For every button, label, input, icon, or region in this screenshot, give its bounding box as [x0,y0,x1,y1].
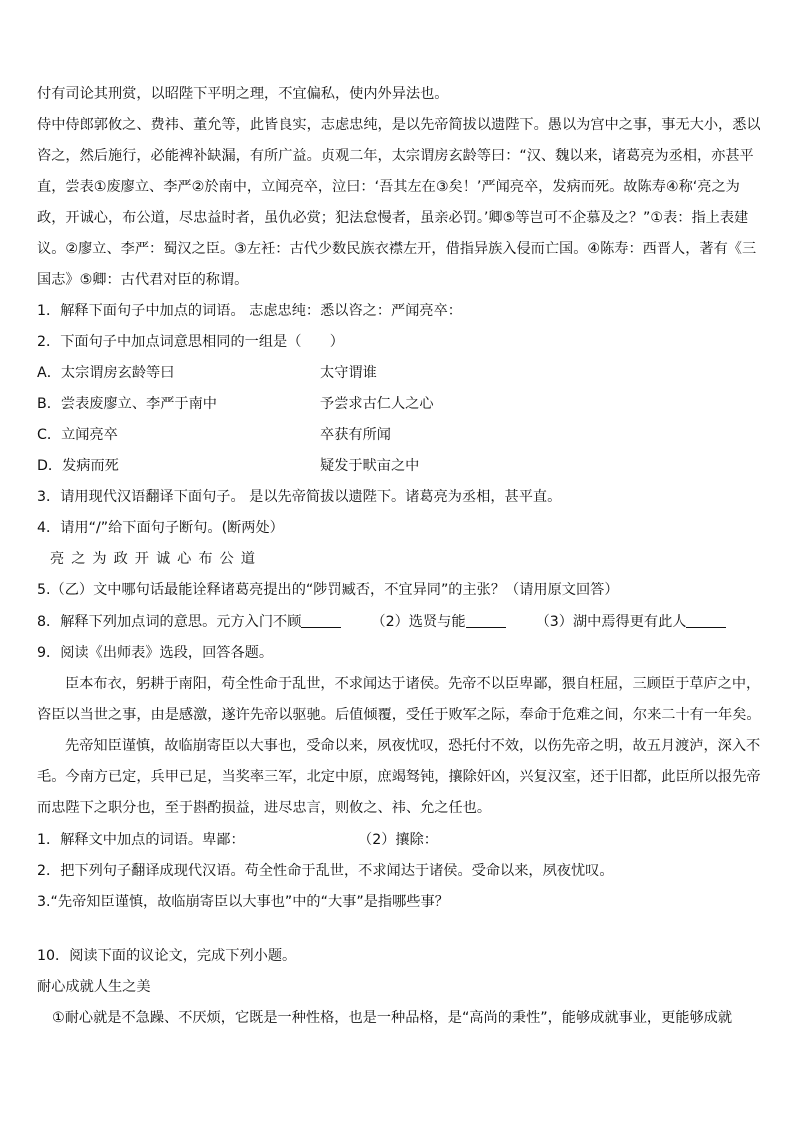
option-c [37,425,763,445]
option-a-left: A．太宗谓房玄龄等曰 [37,365,175,381]
option-b [37,394,763,414]
question-9-1-part-2: （2）攘除： [358,832,438,848]
question-1: 1．解释下面句子中加点的词语。 志虑忠纯：悉以咨之：严闻亮卒： [37,303,462,319]
sentence-to-punctuate: 亮之为政开诚心布公道 [50,551,262,567]
essay-paragraph: ①耐心就是不急躁、不厌烦，它既是一种性格，也是一种品格，是“高尚的秉性”，能够成就事业，更能够成就 [52,1010,733,1026]
text-line: 直，尝表①废廖立、李严②於南中，立闻亮卒，泣曰：‘吾其左在③矣！’严闻亮卒，发病而死。故陈寿④称‘亮之为 [37,179,740,195]
passage-line: 先帝知臣谨慎，故临崩寄臣以大事也，受命以来，夙夜忧叹，恐托付不效，以伤先帝之明，故五月渡泸，深入不 [65,738,761,754]
question-9-1 [37,830,763,850]
option-b-right: 予尝求古仁人之心 [320,396,434,412]
question-2: 2．下面句子中加点词意思相同的一组是（ ） [37,334,344,350]
question-5: 5.（乙）文中哪句话最能诠释诸葛亮提出的“陟罚臧否，不宜异同”的主张？（请用原文回答） [37,582,619,598]
option-c-right: 卒获有所闻 [320,427,391,443]
option-c-left: C．立闻亮卒 [37,427,118,443]
question-3: 3．请用现代汉语翻译下面句子。 是以先帝简拔以遗陛下。诸葛亮为丞相，甚平直。 [37,489,562,505]
option-a-right: 太守谓谁 [320,365,377,381]
option-d-right: 疑发于畎亩之中 [320,458,420,474]
question-9: 9．阅读《出师表》选段，回答各题。 [37,645,274,661]
option-d [37,456,763,476]
question-8-part-1: 8．解释下列加点词的意思。元方入门不顾 [37,614,302,630]
text-line: 侍中侍郎郭攸之、费祎、董允等，此皆良实，志虑忠纯，是以先帝简拔以遗陛下。愚以为宫中之事，事无大小，悉以 [37,117,761,133]
option-b-left: B．尝表废廖立、李严于南中 [37,396,217,412]
text-line: 付有司论其刑赏，以昭陛下平明之理，不宜偏私，使内外异法也。 [37,86,449,102]
answer-blank[interactable] [301,613,341,628]
text-line: 议。②廖立、李严：蜀汉之臣。③左衽：古代少数民族衣襟左开，借指异族入侵而亡国。④陈寿：西晋人，著有《三 [37,241,757,257]
question-8 [37,612,763,632]
passage-line: 而忠陛下之职分也，至于斟酌损益，进尽忠言，则攸之、祎、允之任也。 [37,800,492,816]
essay-title: 耐心成就人生之美 [37,979,151,995]
passage-line: 臣本布衣，躬耕于南阳，苟全性命于乱世，不求闻达于诸侯。先帝不以臣卑鄙，猥自枉屈，三顾臣于草庐之中， [65,676,761,692]
passage-line: 毛。今南方已定，兵甲已足，当奖率三军，北定中原，庶竭驽钝，攘除奸凶，兴复汉室，还于旧都，此臣所以报先帝 [37,769,761,785]
answer-blank[interactable] [466,613,506,628]
question-9-2: 2．把下列句子翻译成现代汉语。苟全性命于乱世，不求闻达于诸侯。受命以来，夙夜忧叹。 [37,863,614,879]
question-9-3: 3.“先帝知臣谨慎，故临崩寄臣以大事也”中的“大事”是指哪些事？ [37,894,449,910]
passage-line: 咨臣以当世之事，由是感激，遂许先帝以驱驰。后值倾覆，受任于败军之际，奉命于危难之间，尔来二十有一年矣。 [37,707,761,723]
text-line: 咨之，然后施行，必能裨补缺漏，有所广益。贞观二年，太宗谓房玄龄等曰：“汉、魏以来，诸葛亮为丞相，亦甚平 [37,148,754,164]
option-d-left: D．发病而死 [37,458,119,474]
question-9-1-part-1: 1．解释文中加点的词语。卑鄙： [37,832,245,848]
question-10: 10．阅读下面的议论文，完成下列小题。 [37,948,297,964]
answer-blank[interactable] [686,613,726,628]
text-line: 国志》⑤卿：古代君对臣的称谓。 [37,272,249,288]
question-8-part-3: （3）湖中焉得更有此人 [535,614,687,630]
text-line: 政，开诚心，布公道，尽忠益时者，虽仇必赏；犯法怠慢者，虽亲必罚。’卿⑤等岂可不企慕及之？”①表：指上表建 [37,210,749,226]
question-4: 4．请用“/”给下面句子断句。(断两处） [37,520,284,536]
option-a [37,363,763,383]
question-8-part-2: （2）选贤与能 [371,614,466,630]
